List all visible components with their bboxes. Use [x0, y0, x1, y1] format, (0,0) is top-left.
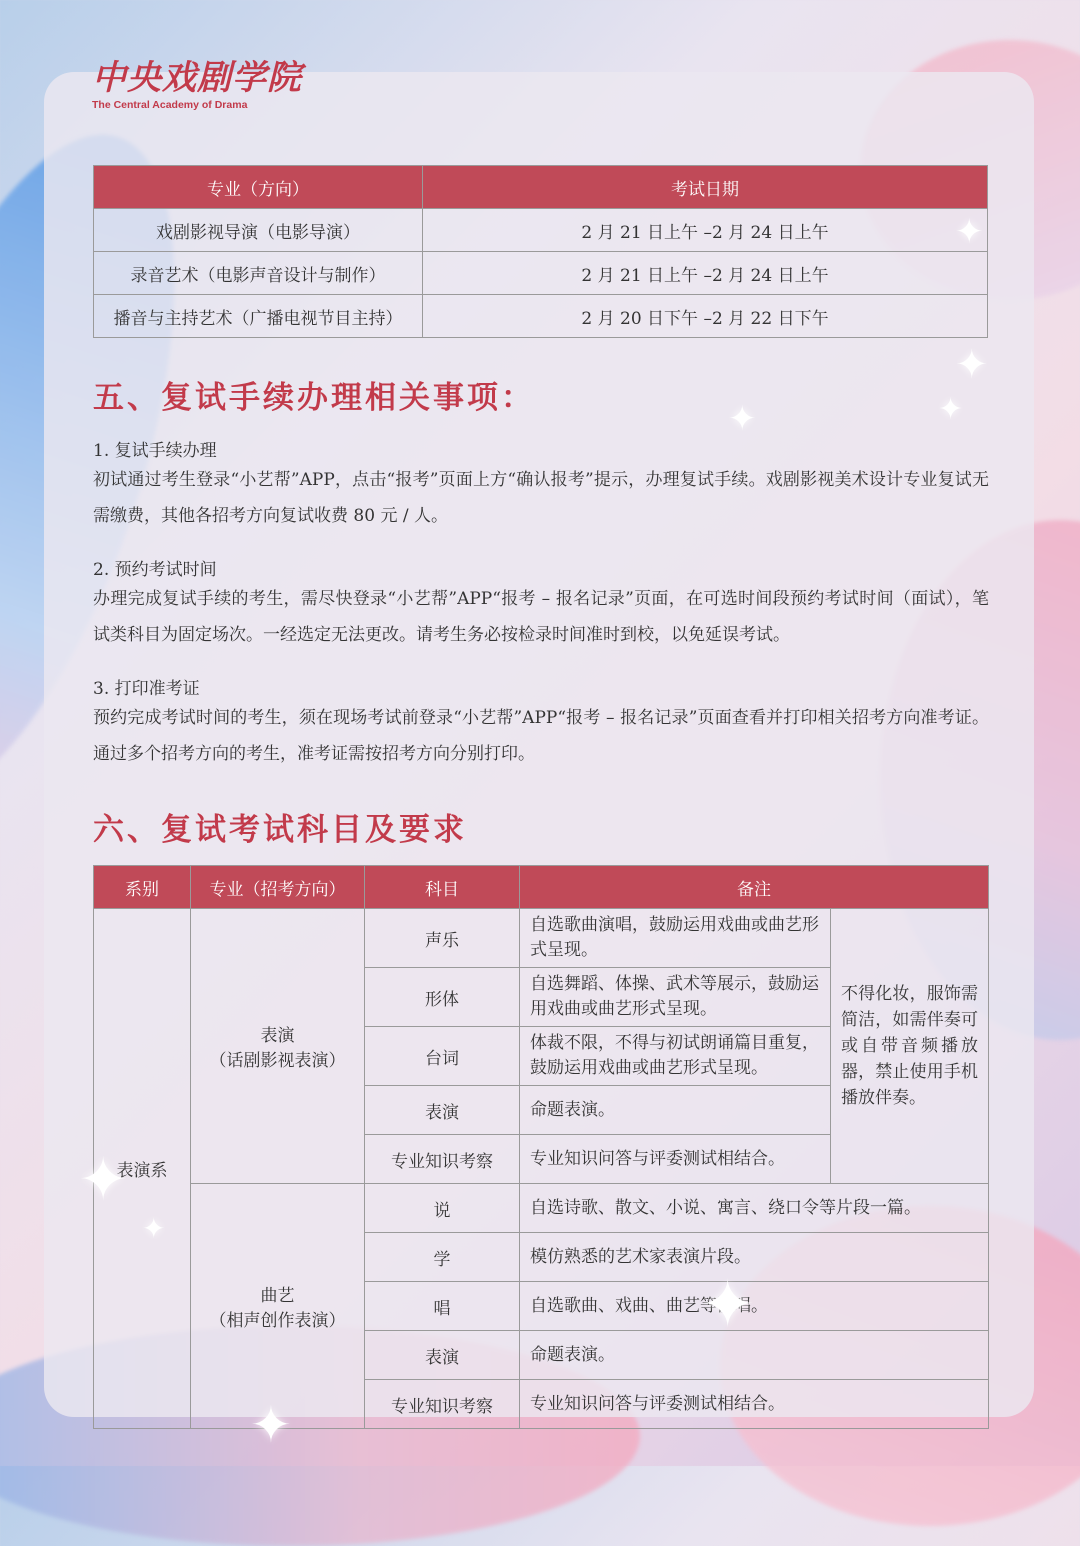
header-major: 专业（方向）: [94, 166, 423, 209]
subject-cell: 学: [365, 1233, 520, 1282]
department-cell: 表演系: [94, 909, 191, 1429]
exam-subject-table: [93, 865, 989, 1429]
academy-logo: [92, 58, 302, 111]
sparkle-icon: ✦: [938, 392, 964, 427]
header-exam-date: 考试日期: [423, 166, 988, 209]
header-notes: 备注: [520, 866, 989, 909]
sparkle-icon: ✦: [955, 342, 989, 388]
header-subject: 科目: [365, 866, 520, 909]
sparkle-icon: ✦: [250, 1396, 292, 1454]
major-name: 曲艺: [260, 1286, 295, 1306]
item1-text: 初试通过考生登录“小艺帮”APP，点击“报考”页面上方“确认报考”提示，办理复试手续。戏剧影视美术设计专业复试无需缴费，其他各招考方向复试收费 80 元 / 人。: [93, 470, 989, 526]
note-cell: 命题表演。: [520, 1331, 989, 1380]
header-department: 系别: [94, 866, 191, 909]
major-cell: 播音与主持艺术（广播电视节目主持）: [94, 295, 423, 338]
date-cell: 2 月 21 日上午 –2 月 24 日上午: [423, 209, 988, 252]
item2-title: 2. 预约考试时间: [93, 560, 217, 580]
subject-cell: 专业知识考察: [365, 1380, 520, 1429]
sparkle-icon: ✦: [142, 1212, 166, 1245]
major-name: 表演: [260, 1026, 295, 1046]
table-header-row: [94, 866, 989, 909]
sparkle-icon: ✦: [728, 399, 757, 439]
table-row: [94, 909, 989, 968]
section5-title: 五、复试手续办理相关事项：: [93, 380, 535, 416]
logo-english: The Central Academy of Drama: [92, 99, 248, 111]
note-cell: 自选歌曲演唱，鼓励运用戏曲或曲艺形式呈现。: [520, 909, 831, 968]
subject-cell: 声乐: [365, 909, 520, 968]
date-cell: 2 月 21 日上午 –2 月 24 日上午: [423, 252, 988, 295]
section6-title: 六、复试考试科目及要求: [93, 812, 467, 848]
subject-cell: 形体: [365, 968, 520, 1027]
subject-cell: 唱: [365, 1282, 520, 1331]
item3-title: 3. 打印准考证: [93, 679, 200, 699]
sparkle-icon: ✦: [700, 1266, 756, 1343]
item2-text: 办理完成复试手续的考生，需尽快登录“小艺帮”APP“报考 – 报名记录”页面，在可选时间段预约考试时间（面试），笔试类科目为固定场次。一经选定无法更改。请考生务必按检录时间准时到校，以免延误考试。: [93, 589, 989, 645]
note-cell: 专业知识问答与评委测试相结合。: [520, 1380, 989, 1429]
logo-chinese: 中央戏剧学院: [92, 58, 302, 98]
note-cell: 体裁不限，不得与初试朗诵篇目重复，鼓励运用戏曲或曲艺形式呈现。: [520, 1027, 831, 1086]
major-direction: （话剧影视表演）: [209, 1051, 346, 1071]
note-cell: 自选舞蹈、体操、武术等展示，鼓励运用戏曲或曲艺形式呈现。: [520, 968, 831, 1027]
table-row: [94, 1184, 989, 1233]
sparkle-icon: ✦: [955, 212, 984, 252]
subject-cell: 台词: [365, 1027, 520, 1086]
table-row: [94, 209, 988, 252]
subject-cell: 表演: [365, 1331, 520, 1380]
table-row: [94, 252, 988, 295]
note-cell: 模仿熟悉的艺术家表演片段。: [520, 1233, 989, 1282]
side-note-cell: 不得化妆，服饰需简洁，如需伴奏可或自带音频播放器，禁止使用手机播放伴奏。: [831, 909, 989, 1184]
subject-cell: 专业知识考察: [365, 1135, 520, 1184]
subject-cell: 说: [365, 1184, 520, 1233]
subject-cell: 表演: [365, 1086, 520, 1135]
major-direction: （相声创作表演）: [209, 1311, 346, 1331]
major-cell: 录音艺术（电影声音设计与制作）: [94, 252, 423, 295]
major-cell-acting: [191, 909, 365, 1184]
item3-text: 预约完成考试时间的考生，须在现场考试前登录“小艺帮”APP“报考 – 报名记录”页面查看并打印相关招考方向准考证。通过多个招考方向的考生，准考证需按招考方向分别打印。: [93, 708, 989, 764]
note-cell: 命题表演。: [520, 1086, 831, 1135]
table-header-row: [94, 166, 988, 209]
item1-title: 1. 复试手续办理: [93, 441, 217, 461]
header-major: 专业（招考方向）: [191, 866, 365, 909]
major-cell: 戏剧影视导演（电影导演）: [94, 209, 423, 252]
date-cell: 2 月 20 日下午 –2 月 22 日下午: [423, 295, 988, 338]
note-cell: 专业知识问答与评委测试相结合。: [520, 1135, 831, 1184]
note-cell: 自选歌曲、戏曲、曲艺等演唱。: [520, 1282, 989, 1331]
table-row: [94, 295, 988, 338]
exam-date-table: [93, 165, 988, 338]
major-cell-quyi: [191, 1184, 365, 1429]
sparkle-icon: ✦: [78, 1145, 129, 1215]
note-cell: 自选诗歌、散文、小说、寓言、绕口令等片段一篇。: [520, 1184, 989, 1233]
